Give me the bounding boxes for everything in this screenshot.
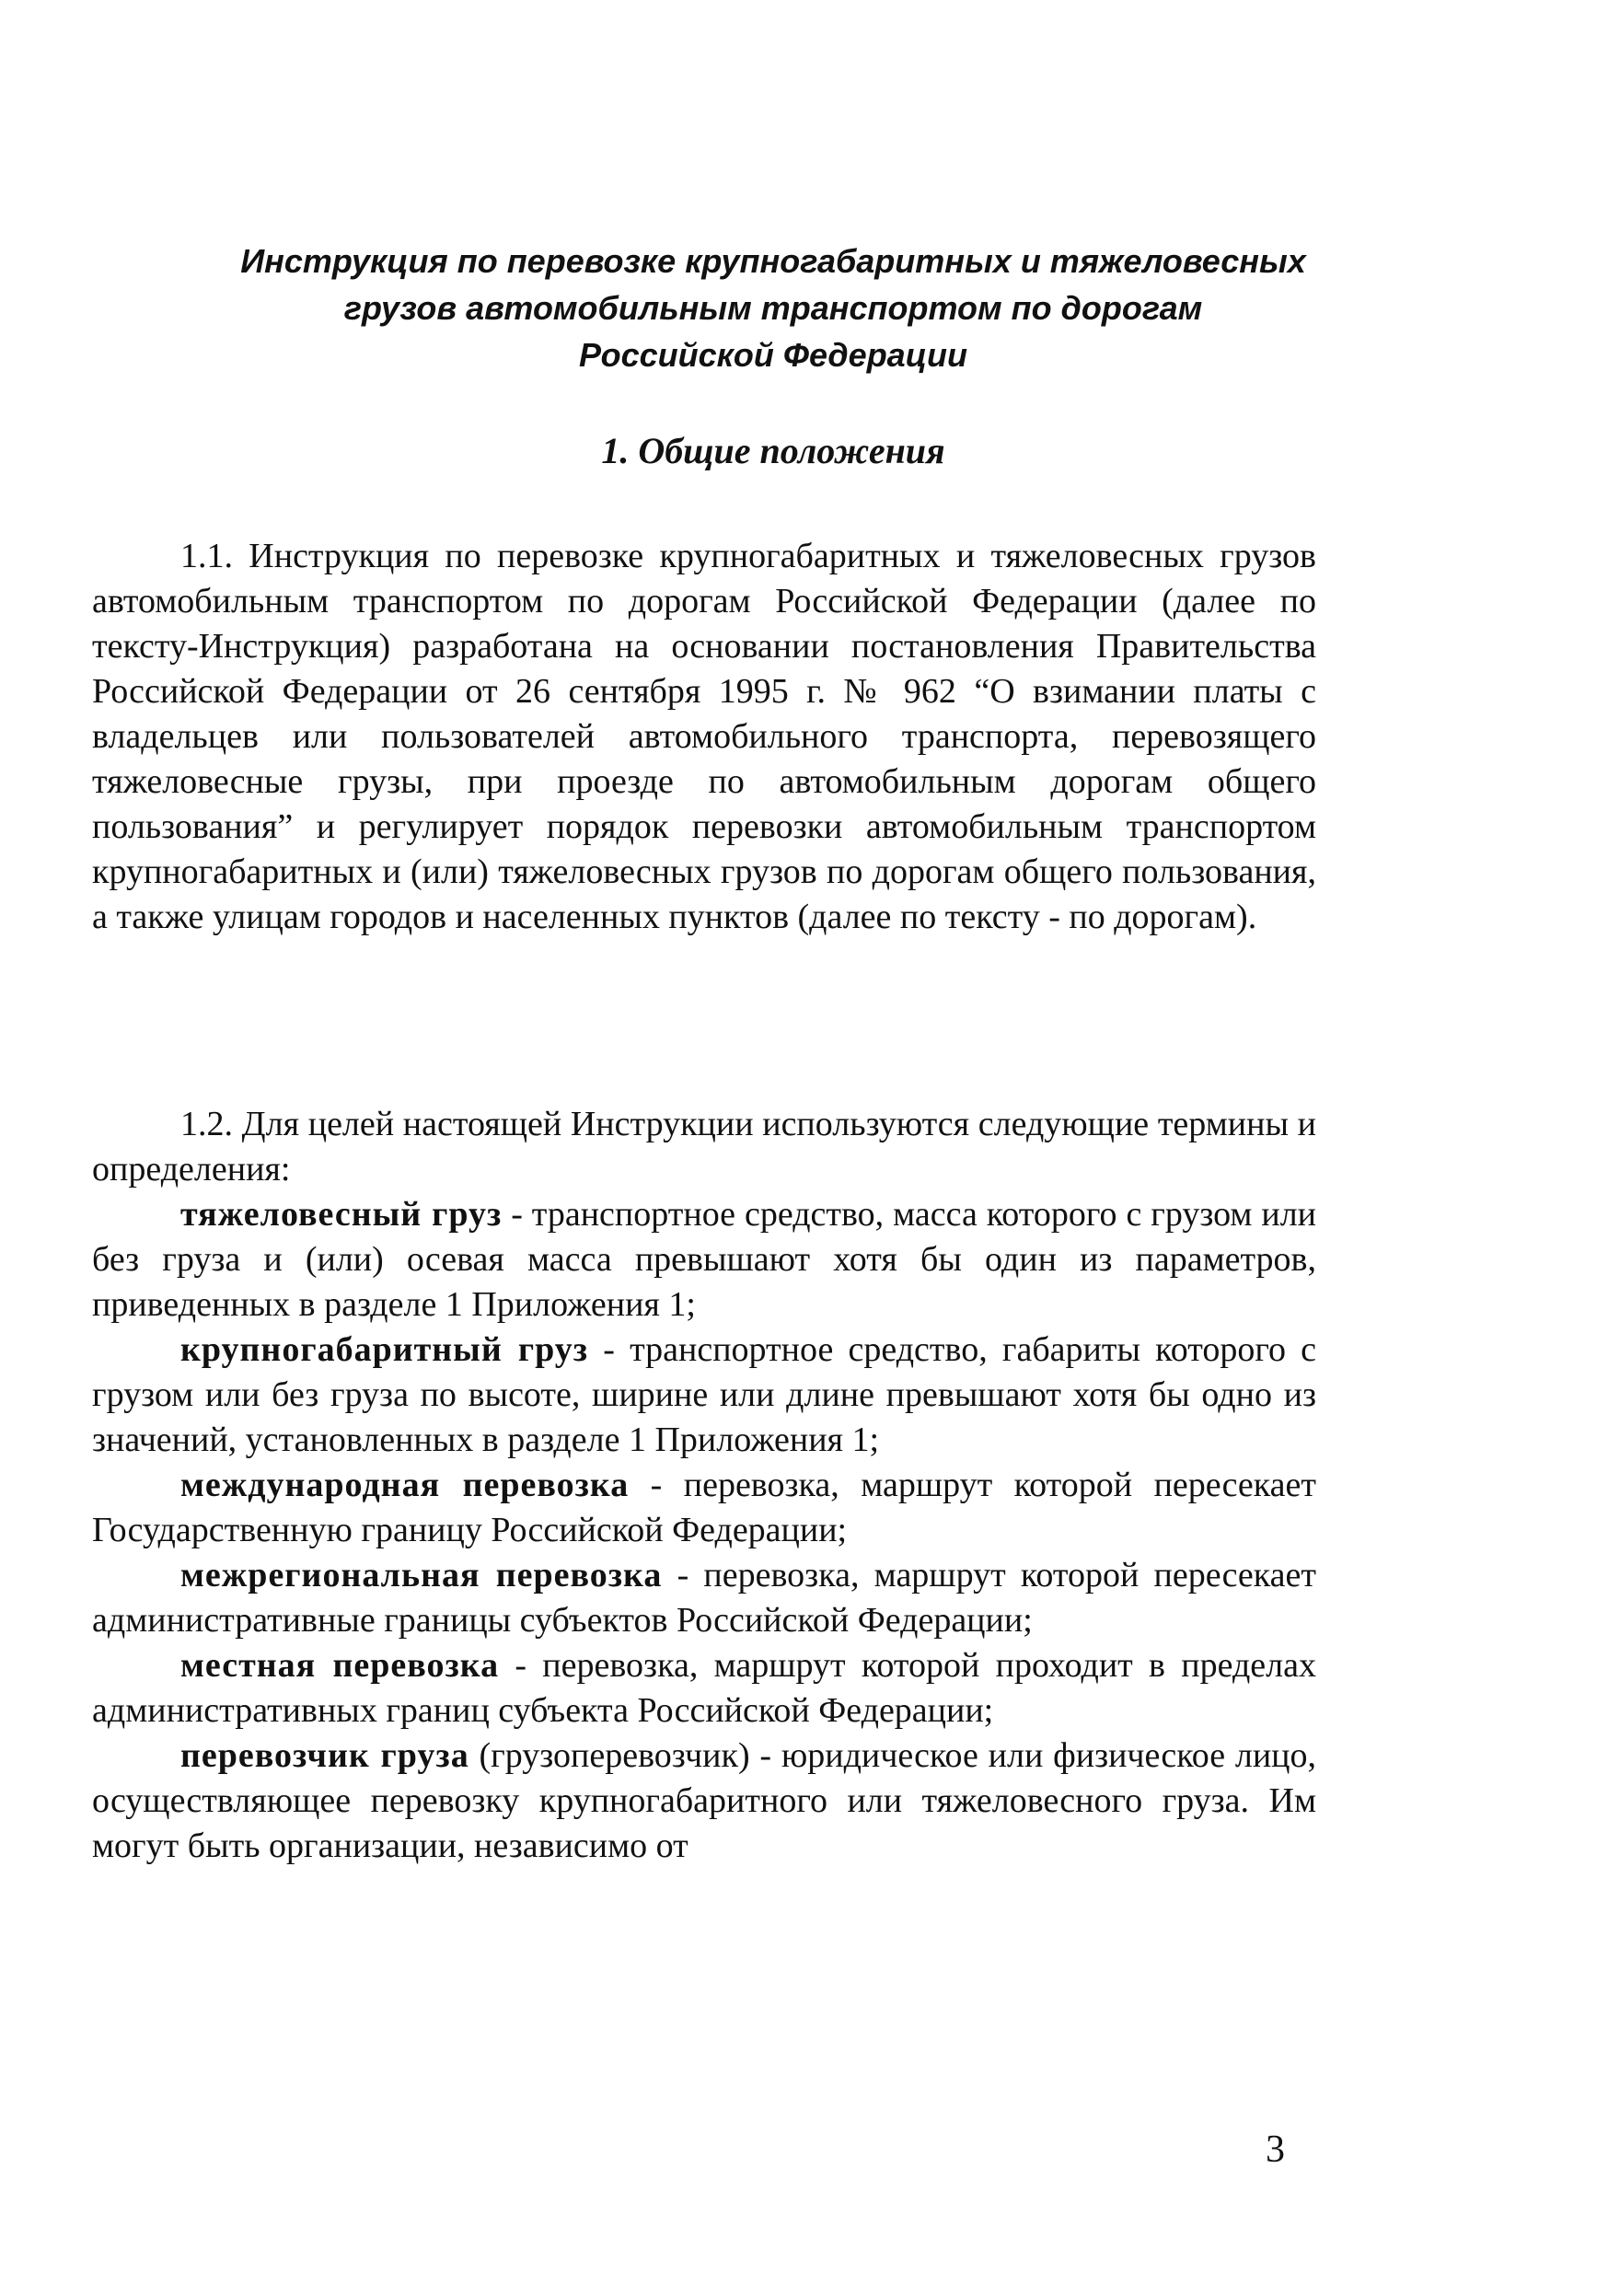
definition-term: крупногабаритный груз bbox=[180, 1330, 589, 1369]
definition-heavy-cargo bbox=[92, 1192, 1316, 1328]
paragraph-1-2-intro: 1.2. Для целей настоящей Инструкции используются следующие термины и определения: bbox=[92, 1105, 1316, 1189]
definition-term: местная перевозка bbox=[180, 1646, 500, 1685]
definition-text: - перевозка, маршрут которой проходит в пределах административных границ субъекта Российской Федерации; bbox=[92, 1646, 1316, 1730]
paragraph-1-1-block bbox=[92, 534, 1316, 940]
page-number: 3 bbox=[1266, 2128, 1285, 2171]
definition-term: межрегиональная перевозка bbox=[180, 1556, 663, 1594]
definition-text: (грузоперевозчик) - юридическое или физическое лицо, осуществляющее перевозку крупногабаритного или тяжеловесного груза. Им могут быть организации, независимо от bbox=[92, 1736, 1316, 1865]
document-title bbox=[92, 238, 1454, 378]
definition-term: перевозчик груза bbox=[180, 1736, 469, 1775]
title-line-1: Инструкция по перевозке крупногабаритных и тяжеловесных bbox=[240, 242, 1306, 280]
definition-text: - транспортное средство, масса которого с грузом или без груза и (или) осевая масса превышают хотя бы один из параметров, приведенных в разделе 1 Приложения 1; bbox=[92, 1195, 1316, 1324]
definition-text: - транспортное средство, габариты которого с грузом или без груза по высоте, ширине или длине превышают хотя бы одно из значений, установленных в разделе 1 Приложения 1; bbox=[92, 1330, 1316, 1459]
definition-term: международная перевозка bbox=[180, 1466, 630, 1504]
definition-oversized-cargo bbox=[92, 1328, 1316, 1463]
definition-local-transport bbox=[92, 1643, 1316, 1734]
definition-text: - перевозка, маршрут которой пересекает административные границы субъектов Российской Федерации; bbox=[92, 1556, 1316, 1640]
title-line-2: грузов автомобильным транспортом по дорогам bbox=[343, 289, 1203, 327]
definition-term: тяжеловесный груз bbox=[180, 1195, 503, 1234]
definition-international-transport bbox=[92, 1463, 1316, 1553]
paragraph-1-2-block bbox=[92, 1102, 1316, 1869]
title-line-3: Российской Федерации bbox=[579, 336, 967, 374]
paragraph-1-1: 1.1. Инструкция по перевозке крупногабаритных и тяжеловесных грузов автомобильным транспортом по дорогам Российской Федерации (далее по тексту-Инструкция) разработана на основании постановления Правительства Российской Федерации от 26 сентября 1995 г. № 962 “О взимании платы с владельцев или пользователей автомобильного транспорта, перевозящего тяжеловесные грузы, при проезде по автомобильным дорогам общего пользования” и регулирует порядок перевозки автомобильным транспортом крупногабаритных и (или) тяжеловесных грузов по дорогам общего пользования, а также улицам городов и населенных пунктов (далее по тексту - по дорогам). bbox=[92, 537, 1316, 936]
definition-text: - перевозка, маршрут которой пересекает Государственную границу Российской Федерации; bbox=[92, 1466, 1317, 1549]
definition-carrier bbox=[92, 1734, 1316, 1869]
definition-interregional-transport bbox=[92, 1553, 1316, 1643]
section-heading: 1. Общие положения bbox=[601, 430, 945, 471]
